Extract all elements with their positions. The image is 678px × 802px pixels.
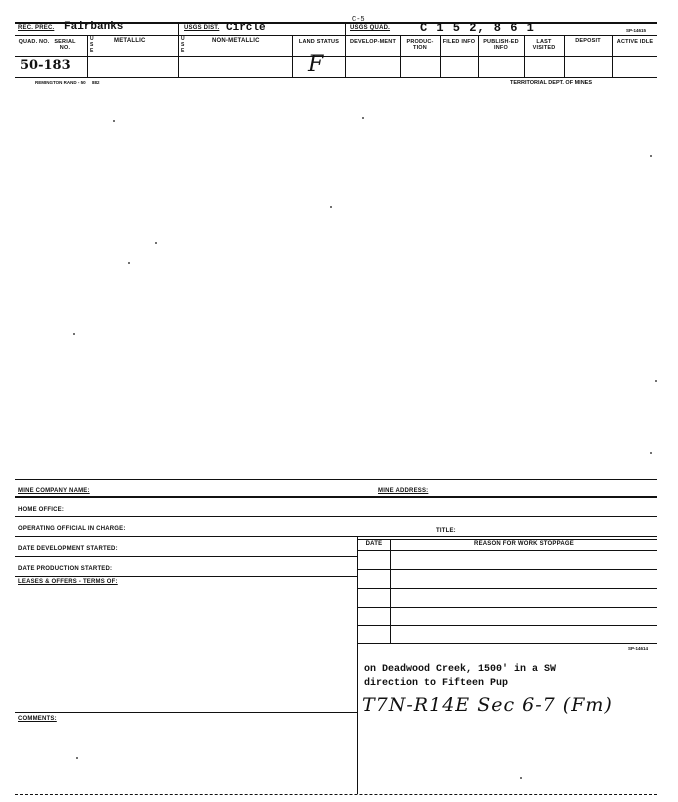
- rule: [15, 556, 357, 557]
- rule: [15, 576, 357, 577]
- speck: [76, 757, 78, 759]
- rule: [357, 588, 657, 589]
- date-column-header: DATE: [365, 541, 383, 547]
- center-divider: [357, 536, 358, 794]
- bottom-edge: [15, 794, 657, 795]
- rule: [357, 625, 657, 626]
- speck: [113, 120, 115, 122]
- col-sep: [178, 22, 179, 77]
- land-status-header: LAND STATUS: [298, 39, 340, 45]
- mine-address-label: MINE ADDRESS:: [378, 488, 429, 494]
- published-info-header: PUBLISH-ED INFO: [483, 39, 519, 51]
- quad-number: C 1 5 2, 8 6 1: [420, 21, 535, 35]
- development-header: DEVELOP-MENT: [349, 39, 397, 45]
- rule: [357, 607, 657, 608]
- comments-label: COMMENTS:: [18, 716, 57, 722]
- rule: [357, 550, 657, 551]
- col-sep: [292, 35, 293, 77]
- use-letter: U: [181, 36, 185, 42]
- speck: [128, 262, 130, 264]
- land-status-mark: F: [308, 52, 325, 77]
- home-office-label: HOME OFFICE:: [18, 507, 65, 513]
- lower-top-rule: [15, 479, 657, 480]
- rec-prec-value: Fairbanks: [64, 21, 124, 33]
- date-development-started-label: DATE DEVELOPMENT STARTED:: [18, 546, 118, 552]
- speck: [520, 777, 522, 779]
- use-letter: E: [90, 48, 94, 54]
- title-label: TITLE:: [436, 528, 456, 534]
- rule: [357, 539, 657, 540]
- operating-official-label: OPERATING OFFICIAL IN CHARGE:: [18, 526, 126, 532]
- typed-note-line2: direction to Fifteen Pup: [364, 678, 509, 689]
- mine-company-name-label: MINE COMPANY NAME:: [18, 488, 90, 494]
- usgs-dist-value: Circle: [226, 22, 266, 34]
- col-sep: [345, 22, 346, 77]
- rule: [357, 569, 657, 570]
- printer-mark: REMINGTON RAND - 50: [35, 80, 86, 85]
- deposit-header: DEPOSIT: [575, 38, 601, 44]
- usgs-quad-label: USGS QUAD.: [350, 25, 391, 31]
- rule: [15, 712, 357, 713]
- rule: [357, 643, 657, 644]
- header-bottom-rule: [15, 77, 657, 78]
- typed-note-line1: on Deadwood Creek, 1500' in a SW: [364, 664, 557, 675]
- production-header: PRODUC-TION: [406, 39, 434, 51]
- use-letter: E: [181, 48, 185, 54]
- printer-code: 882: [92, 80, 100, 85]
- speck: [155, 242, 157, 244]
- date-col-sep: [390, 539, 391, 643]
- speck: [650, 452, 652, 454]
- quad-serial-value: 50-183: [20, 58, 71, 73]
- serial-no-header: SERIAL NO.: [54, 39, 76, 51]
- col-sep: [87, 35, 88, 77]
- metallic-header: METALLIC: [114, 38, 146, 44]
- quad-no-header: QUAD. NO.: [18, 39, 50, 45]
- speck: [73, 333, 75, 335]
- territorial-dept-mark: TERRITORIAL DEPT. OF MINES: [510, 80, 592, 86]
- company-rule: [15, 496, 657, 498]
- speck: [362, 117, 364, 119]
- filed-info-header: FILED INFO: [442, 39, 476, 45]
- use-letter: S: [90, 42, 94, 48]
- usgs-quad-value: C-5: [352, 16, 365, 24]
- use-letter: U: [90, 36, 94, 42]
- use-letter: S: [181, 42, 185, 48]
- reason-column-header: REASON FOR WORK STOPPAGE: [474, 541, 574, 547]
- date-production-started-label: DATE PRODUCTION STARTED:: [18, 566, 113, 572]
- speck: [650, 155, 652, 157]
- handwritten-legal-description: T7N-R14E Sec 6-7 (Fm): [362, 694, 613, 716]
- header-form-number: SP-14615: [626, 28, 647, 33]
- speck: [655, 380, 657, 382]
- rec-prec-label: REC. PREC.: [18, 25, 55, 31]
- speck: [330, 206, 332, 208]
- rule: [15, 536, 657, 537]
- last-visited-header: LAST VISITED: [532, 39, 556, 51]
- lower-form-number: SP-14614: [628, 646, 649, 651]
- active-idle-header: ACTIVE IDLE: [616, 39, 654, 45]
- non-metallic-header: NON-METALLIC: [212, 38, 260, 44]
- leases-label: LEASES & OFFERS - TERMS OF:: [18, 579, 118, 585]
- header-mid-rule: [15, 35, 657, 36]
- rule: [15, 516, 657, 517]
- header-row-rule: [15, 56, 657, 57]
- usgs-dist-label: USGS DIST.: [184, 25, 220, 31]
